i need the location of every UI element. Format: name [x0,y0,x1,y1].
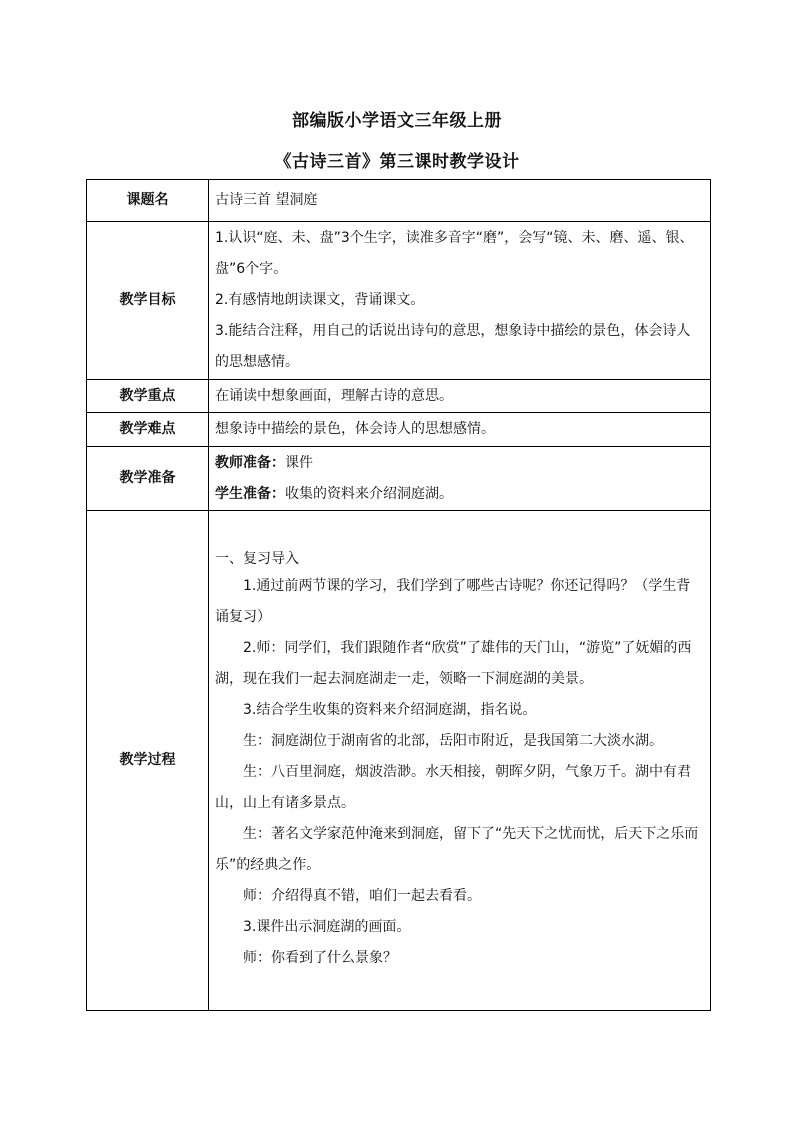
topic-value: 古诗三首 望洞庭 [209,180,711,222]
student-preparation-label: 学生准备： [215,485,285,502]
preparation-label: 教学准备 [87,447,209,511]
table-row-topic [87,180,711,222]
table-row-difficulties [87,413,711,447]
goals-cell [209,222,711,380]
student-preparation [215,479,704,510]
table-row-goals [87,222,711,380]
goal-item: 3.能结合注释，用自己的话说出诗句的意思，想象诗中描绘的景色，体会诗人的思想感情。 [215,323,691,370]
process-label: 教学过程 [87,511,209,1011]
teacher-preparation-label: 教师准备： [215,454,285,471]
topic-label: 课题名 [87,180,209,222]
preparation-cell [209,447,711,511]
table-row-preparation [87,447,711,511]
process-cell [209,511,711,1011]
process-paragraph: 2.师：同学们，我们跟随作者“欣赏”了雄伟的天门山，“游览”了妩媚的西湖，现在我们一起去洞庭湖走一走，领略一下洞庭湖的美景。 [215,640,692,687]
process-paragraph: 生：洞庭湖位于湖南省的北部，岳阳市附近，是我国第二大淡水湖。 [243,733,663,749]
teacher-preparation-value: 课件 [285,454,313,471]
key-points-label: 教学重点 [87,380,209,413]
process-paragraph: 1.通过前两节课的学习，我们学到了哪些古诗呢？你还记得吗？（学生背诵复习） [215,578,691,625]
process-paragraph: 师：介绍得真不错，咱们一起去看看。 [243,888,481,904]
process-heading: 一、复习导入 [215,551,299,567]
table-row-process [87,511,711,1011]
goal-item: 1.认识“庭、未、盘”3个生字，读准多音字“磨”，会写“镜、未、磨、遥、银、盘”6个字。 [215,230,694,277]
key-points-value: 在诵读中想象画面，理解古诗的意思。 [209,380,711,413]
lesson-plan-table [86,179,711,1011]
document-title: 部编版小学语文三年级上册 [292,111,502,131]
process-paragraph: 生：著名文学家范仲淹来到洞庭，留下了“先天下之忧而忧，后天下之乐而乐”的经典之作。 [215,826,699,873]
teacher-preparation [215,448,704,479]
difficulties-label: 教学难点 [87,413,209,447]
student-preparation-value: 收集的资料来介绍洞庭湖。 [285,485,453,502]
process-paragraph: 生：八百里洞庭，烟波浩渺。水天相接，朝晖夕阴，气象万千。湖中有君山，山上有诸多景点。 [215,764,691,811]
document-subtitle: 《古诗三首》第三课时教学设计 [274,152,520,172]
goals-label: 教学目标 [87,222,209,380]
difficulties-value: 想象诗中描绘的景色，体会诗人的思想感情。 [209,413,711,447]
process-paragraph: 师：你看到了什么景象？ [243,950,397,966]
goal-item: 2.有感情地朗读课文，背诵课文。 [215,292,425,308]
process-paragraph: 3.课件出示洞庭湖的画面。 [243,919,411,935]
process-paragraph: 3.结合学生收集的资料来介绍洞庭湖，指名说。 [243,702,537,718]
table-row-key-points [87,380,711,413]
